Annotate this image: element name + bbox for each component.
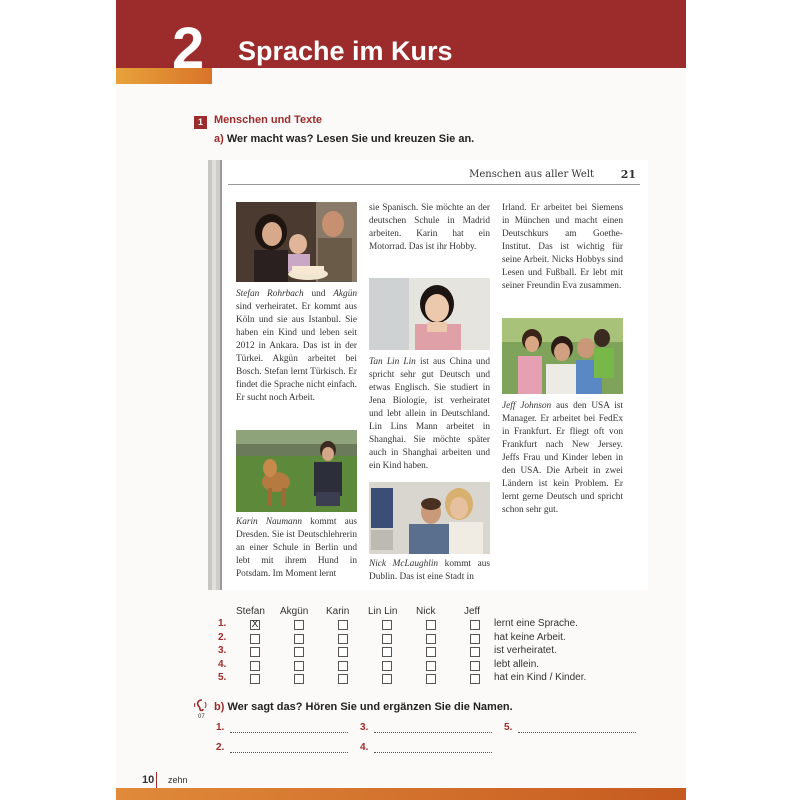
checkbox-2-akgun[interactable] — [294, 634, 304, 644]
blank-number-1: 1. — [216, 722, 225, 733]
checkbox-1-stefan[interactable]: X — [251, 619, 259, 630]
text-fragment: Irland. Er arbeitet bei Siemens in München und macht einen Deutschkurs am Goethe-Institut. Das ist wichtig für seine Arbeit. Nicks Hobbys sind Lesen und Fußball. Er lebt mit seiner Freundin Eva zusammen. — [502, 203, 623, 291]
text-fragment: kommt aus Dublin. Das ist eine Stadt in — [369, 559, 490, 582]
task-b-letter: b) — [214, 701, 225, 713]
name-stefan-rohrbach: Stefan Rohrbach — [236, 289, 304, 299]
photo-tan-lin-lin — [369, 278, 490, 350]
photo-jeff-johnson — [502, 318, 623, 394]
name-akgun: Akgün — [333, 289, 357, 299]
text-fragment: und — [303, 289, 334, 299]
section-title: Menschen und Texte — [214, 114, 322, 126]
blank-number-5: 5. — [504, 722, 513, 733]
column-header-stefan: Stefan — [236, 606, 265, 617]
row-number: 3. — [218, 645, 227, 656]
statement-text: hat keine Arbeit. — [494, 631, 566, 643]
task-a-text: Wer macht was? Lesen Sie und kreuzen Sie an. — [226, 133, 475, 145]
blank-number-2: 2. — [216, 742, 225, 753]
name-karin-naumann: Karin Naumann — [236, 517, 302, 527]
text-fragment: kommt aus Dresden. Sie ist Deutschlehrerin an einer Schule in Berlin und lebt mit ihrem Hund in Potsdam. Im Moment lernt — [236, 517, 357, 579]
blank-line-5[interactable] — [518, 732, 636, 733]
photo-nick-mclaughlin — [369, 482, 490, 554]
column-header-karin: Karin — [326, 606, 350, 617]
magazine-page-number: 21 — [620, 168, 636, 181]
checkbox-1-lin-lin[interactable] — [382, 620, 392, 630]
checkbox-1-nick[interactable] — [426, 620, 436, 630]
audio-track-number: 07 — [198, 714, 205, 720]
text-jeff-johnson — [502, 400, 623, 517]
text-nick-mclaughlin — [369, 558, 490, 584]
checkbox-2-jeff[interactable] — [470, 634, 480, 644]
checkbox-4-akgun[interactable] — [294, 661, 304, 671]
row-number: 1. — [218, 618, 227, 629]
checkbox-3-jeff[interactable] — [470, 647, 480, 657]
checkbox-2-nick[interactable] — [426, 634, 436, 644]
row-number: 5. — [218, 672, 227, 683]
checkbox-5-stefan[interactable] — [250, 674, 260, 684]
statement-text: lebt allein. — [494, 658, 540, 670]
magazine-header — [228, 166, 640, 185]
blank-line-1[interactable] — [230, 732, 348, 733]
checkbox-3-akgun[interactable] — [294, 647, 304, 657]
checkbox-1-jeff[interactable] — [470, 620, 480, 630]
blank-number-3: 3. — [360, 722, 369, 733]
name-tan-lin-lin: Tan Lin Lin — [369, 357, 416, 367]
blank-number-4: 4. — [360, 742, 369, 753]
checkbox-5-jeff[interactable] — [470, 674, 480, 684]
column-header-jeff: Jeff — [464, 606, 480, 617]
checkbox-4-jeff[interactable] — [470, 661, 480, 671]
chapter-title: Sprache im Kurs — [238, 36, 453, 66]
column-header-lin-lin: Lin Lin — [368, 606, 398, 617]
blank-line-2[interactable] — [230, 752, 348, 753]
text-tan-lin-lin — [369, 356, 490, 473]
section-number: 1 — [194, 116, 207, 129]
checkbox-4-lin-lin[interactable] — [382, 661, 392, 671]
task-a-letter: a) — [214, 133, 224, 145]
statement-text: lernt eine Sprache. — [494, 618, 578, 629]
text-nick-cont — [502, 202, 623, 293]
checkbox-5-akgun[interactable] — [294, 674, 304, 684]
task-a-instruction — [214, 133, 474, 145]
portrait-photo-image — [369, 278, 490, 350]
task-b-text: Wer sagt das? Hören Sie und ergänzen Sie die Namen. — [227, 701, 513, 713]
checkbox-4-karin[interactable] — [338, 661, 348, 671]
outdoor-family-photo-image — [502, 318, 623, 394]
page-number: 10 — [142, 774, 155, 786]
checkbox-1-akgun[interactable] — [294, 620, 304, 630]
checkbox-5-lin-lin[interactable] — [382, 674, 392, 684]
row-number: 2. — [218, 631, 227, 643]
checkbox-2-stefan[interactable] — [250, 634, 260, 644]
name-nick-mclaughlin: Nick McLaughlin — [369, 559, 439, 569]
page-number-divider — [156, 772, 157, 788]
couple-photo-image — [369, 482, 490, 554]
blank-line-3[interactable] — [374, 732, 492, 733]
photo-karin-naumann — [236, 430, 357, 512]
photo-rohrbach-family — [236, 202, 357, 282]
column-header-nick: Nick — [416, 606, 436, 617]
checkbox-4-stefan[interactable] — [250, 661, 260, 671]
checkbox-3-stefan[interactable] — [250, 647, 260, 657]
checkbox-5-karin[interactable] — [338, 674, 348, 684]
scan-margin-left — [0, 0, 116, 800]
textbook-page — [116, 0, 686, 800]
statement-text: hat ein Kind / Kinder. — [494, 672, 587, 683]
checkbox-5-nick[interactable] — [426, 674, 436, 684]
checkbox-2-lin-lin[interactable] — [382, 634, 392, 644]
text-karin-naumann — [236, 516, 357, 581]
text-fragment: sie Spanisch. Sie möchte an der deutschen Schule in Madrid arbeiten. Karin hat ein Motorrad. Das ist ihr Hobby. — [369, 203, 490, 252]
dog-photo-image — [236, 430, 357, 512]
checkbox-3-karin[interactable] — [338, 647, 348, 657]
text-fragment: aus den USA ist Manager. Er arbeitet bei FedEx in Frankfurt. Er fliegt oft von Frankfurt nach New Jersey. Jeffs Frau und Kinder leben in den USA. Die Arbeit in zwei Ländern ist kein Problem. Er lernt gerne Deutsch und spricht schon sehr gut. — [502, 401, 623, 515]
blank-line-4[interactable] — [374, 752, 492, 753]
text-fragment: ist aus China und spricht sehr gut Deutsch und etwas Englisch. Sie studiert in Jena Biologie, ist verheiratet und lebt allein in Deutschland. Lin Lins Mann arbeitet in Shanghai. Sie möchte später auch in Shanghai arbeiten und ein Kind haben. — [369, 357, 490, 471]
checkbox-3-lin-lin[interactable] — [382, 647, 392, 657]
checkbox-2-karin[interactable] — [338, 634, 348, 644]
scan-margin-right — [686, 0, 800, 800]
column-header-akgun: Akgün — [280, 606, 309, 617]
checkbox-3-nick[interactable] — [426, 647, 436, 657]
task-b-instruction — [214, 701, 513, 713]
footer-bar — [116, 788, 686, 800]
magazine-header-title: Menschen aus aller Welt — [469, 169, 594, 180]
statement-text: ist verheiratet. — [494, 645, 557, 656]
text-fragment: sind verheiratet. Er kommt aus Köln und sie aus Istanbul. Sie haben ein Kind und leben seit 2012 in Ankara. Das ist in der Türkei. Akgün arbeitet bei Bosch. Stefan lernt Türkisch. Er findet die Sprache nicht einfach. Er sucht noch Arbeit. — [236, 302, 357, 403]
checkbox-1-karin[interactable] — [338, 620, 348, 630]
row-number: 4. — [218, 658, 227, 670]
magazine-spread — [220, 160, 648, 590]
family-photo-image — [236, 202, 357, 282]
name-jeff-johnson: Jeff Johnson — [502, 401, 552, 411]
text-karin-cont — [369, 202, 490, 254]
ear-icon[interactable] — [194, 698, 208, 712]
page-number-word: zehn — [168, 775, 188, 785]
chapter-number: 2 — [172, 16, 205, 81]
checkbox-4-nick[interactable] — [426, 661, 436, 671]
text-rohrbach — [236, 288, 357, 405]
